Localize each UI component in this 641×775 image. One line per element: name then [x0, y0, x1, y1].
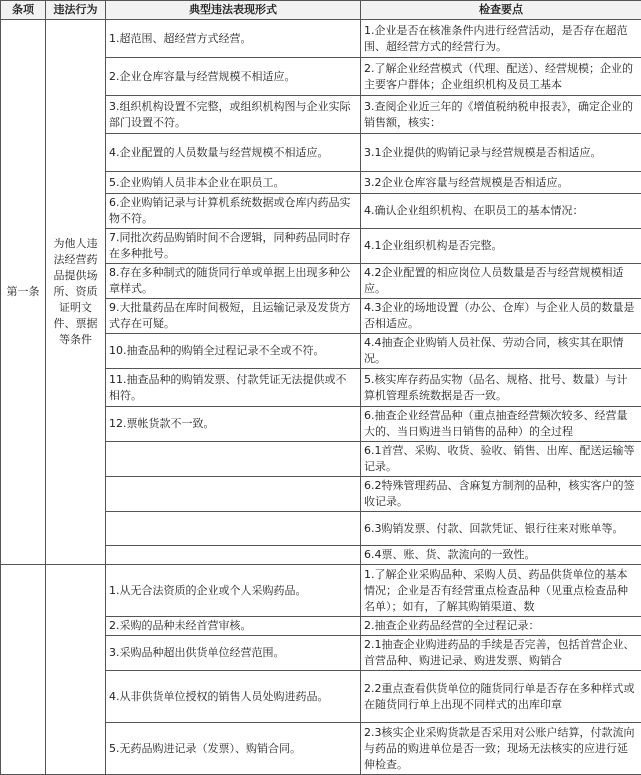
- check-point-cell: 5.核实库存药品实物（品名、规格、批号、数量）与计算机管理系统数据是否一致。: [361, 369, 641, 407]
- typical-form-cell: [106, 512, 361, 546]
- typical-form-cell: 4.从非供货单位授权的销售人员处购进药品。: [106, 671, 361, 723]
- check-point-cell: 4.确认企业组织机构、在职员工的基本情况：: [361, 194, 641, 229]
- typical-form-cell: [106, 477, 361, 512]
- header-violation-act: 违法行为: [46, 1, 106, 20]
- typical-form-cell: 3.组织机构设置不完整，或组织机构图与企业实际部门设置不符。: [106, 96, 361, 134]
- article-code: 第一条: [1, 20, 46, 565]
- check-point-cell: 3.1企业提供的购销记录与经营规模是否相适应。: [361, 134, 641, 172]
- check-point-cell: 6.3购销发票、付款、回款凭证、银行往来对账单等。: [361, 512, 641, 546]
- typical-form-cell: 3.采购品种超出供货单位经营范围。: [106, 636, 361, 671]
- typical-form-cell: 2.企业仓库容量与经营规模不相适应。: [106, 58, 361, 96]
- typical-form-cell: 10.抽查品种的购销全过程记录不全或不符。: [106, 334, 361, 369]
- table-row: [1, 20, 641, 58]
- violation-act: 为他人违法经营药品提供场所、资质证明文件、票据等条件: [46, 20, 106, 565]
- header-code: 条项: [1, 1, 46, 20]
- violation-act: [46, 565, 106, 775]
- header-typical-forms: 典型违法表现形式: [106, 1, 361, 20]
- check-point-cell: 3.查阅企业近三年的《增值税纳税申报表》，确定企业的销售额，核实：: [361, 96, 641, 134]
- typical-form-cell: 8.存在多种制式的随货同行单或单据上出现多种公章样式。: [106, 264, 361, 299]
- typical-form-cell: 9.大批量药品在库时间极短，且运输记录及发货方式存在可疑。: [106, 299, 361, 334]
- typical-form-cell: 2.采购的品种未经首营审核。: [106, 617, 361, 636]
- typical-form-cell: 5.企业购销人员非本企业在职员工。: [106, 172, 361, 194]
- typical-form-cell: 5.无药品购进记录（发票）、购销合同。: [106, 723, 361, 775]
- check-point-cell: 6.抽查企业经营品种（重点抽查经营频次较多、经营量大的、当日购进当日销售的品种）的全过程: [361, 407, 641, 442]
- check-point-cell: 1.企业是否在核准条件内进行经营活动，是否存在超范围、超经营方式的经营行为。: [361, 20, 641, 58]
- header-check-points: 检查要点: [361, 1, 641, 20]
- check-point-cell: 2.2重点查看供货单位的随货同行单是否存在多种样式或在随货同行单上出现不同样式的出库印章: [361, 671, 641, 723]
- typical-form-cell: [106, 442, 361, 477]
- typical-form-cell: 12.票帐货款不一致。: [106, 407, 361, 442]
- check-point-cell: 3.2企业仓库容量与经营规模是否相适应。: [361, 172, 641, 194]
- article-code: [1, 565, 46, 775]
- check-point-cell: 4.4抽查企业购销人员社保、劳动合同，核实其在职情况。: [361, 334, 641, 369]
- check-point-cell: 2.了解企业经营模式（代理、配送）、经营规模；企业的主要客户群体；企业组织机构及员工基本: [361, 58, 641, 96]
- check-point-cell: 2.抽查企业药品经营的全过程记录：: [361, 617, 641, 636]
- typical-form-cell: 1.超范围、超经营方式经营。: [106, 20, 361, 58]
- check-point-cell: 6.2特殊管理药品、含麻复方制剂的品种，核实客户的签收记录。: [361, 477, 641, 512]
- check-point-cell: 4.2企业配置的相应岗位人员数量是否与经营规模相适应。: [361, 264, 641, 299]
- table-body: [1, 20, 641, 775]
- check-point-cell: 2.1抽查企业购进药品的手续是否完善，包括首营企业、首营品种、购进记录、购进发票、购销合: [361, 636, 641, 671]
- check-point-cell: 4.3企业的场地设置（办公、仓库）与企业人员的数量是否相适应。: [361, 299, 641, 334]
- check-point-cell: 6.1首营、采购、收货、验收、销售、出库、配送运输等记录。: [361, 442, 641, 477]
- table-row: [1, 565, 641, 617]
- check-point-cell: 4.1企业组织机构是否完整。: [361, 229, 641, 264]
- typical-form-cell: 6.企业购销记录与计算机系统数据或仓库内药品实物不符。: [106, 194, 361, 229]
- typical-form-cell: 4.企业配置的人员数量与经营规模不相适应。: [106, 134, 361, 172]
- typical-form-cell: 1.从无合法资质的企业或个人采购药品。: [106, 565, 361, 617]
- check-point-cell: 1.了解企业采购品种、采购人员、药品供货单位的基本情况；企业是否有经营重点检查品种（见重点检查品种名单）；如有，了解其购销渠道、数: [361, 565, 641, 617]
- header-row: [1, 1, 641, 20]
- typical-form-cell: 11.抽查品种的购销发票、付款凭证无法提供或不相符。: [106, 369, 361, 407]
- typical-form-cell: 7.同批次药品购销时间不合逻辑，同种药品同时存在多种批号。: [106, 229, 361, 264]
- typical-form-cell: [106, 546, 361, 565]
- check-point-cell: 2.3核实企业采购货款是否采用对公账户结算，付款流向与药品的购进单位是否一致；现场无法核实的应进行延伸检查。: [361, 723, 641, 775]
- check-point-cell: 6.4票、账、货、款流向的一致性。: [361, 546, 641, 565]
